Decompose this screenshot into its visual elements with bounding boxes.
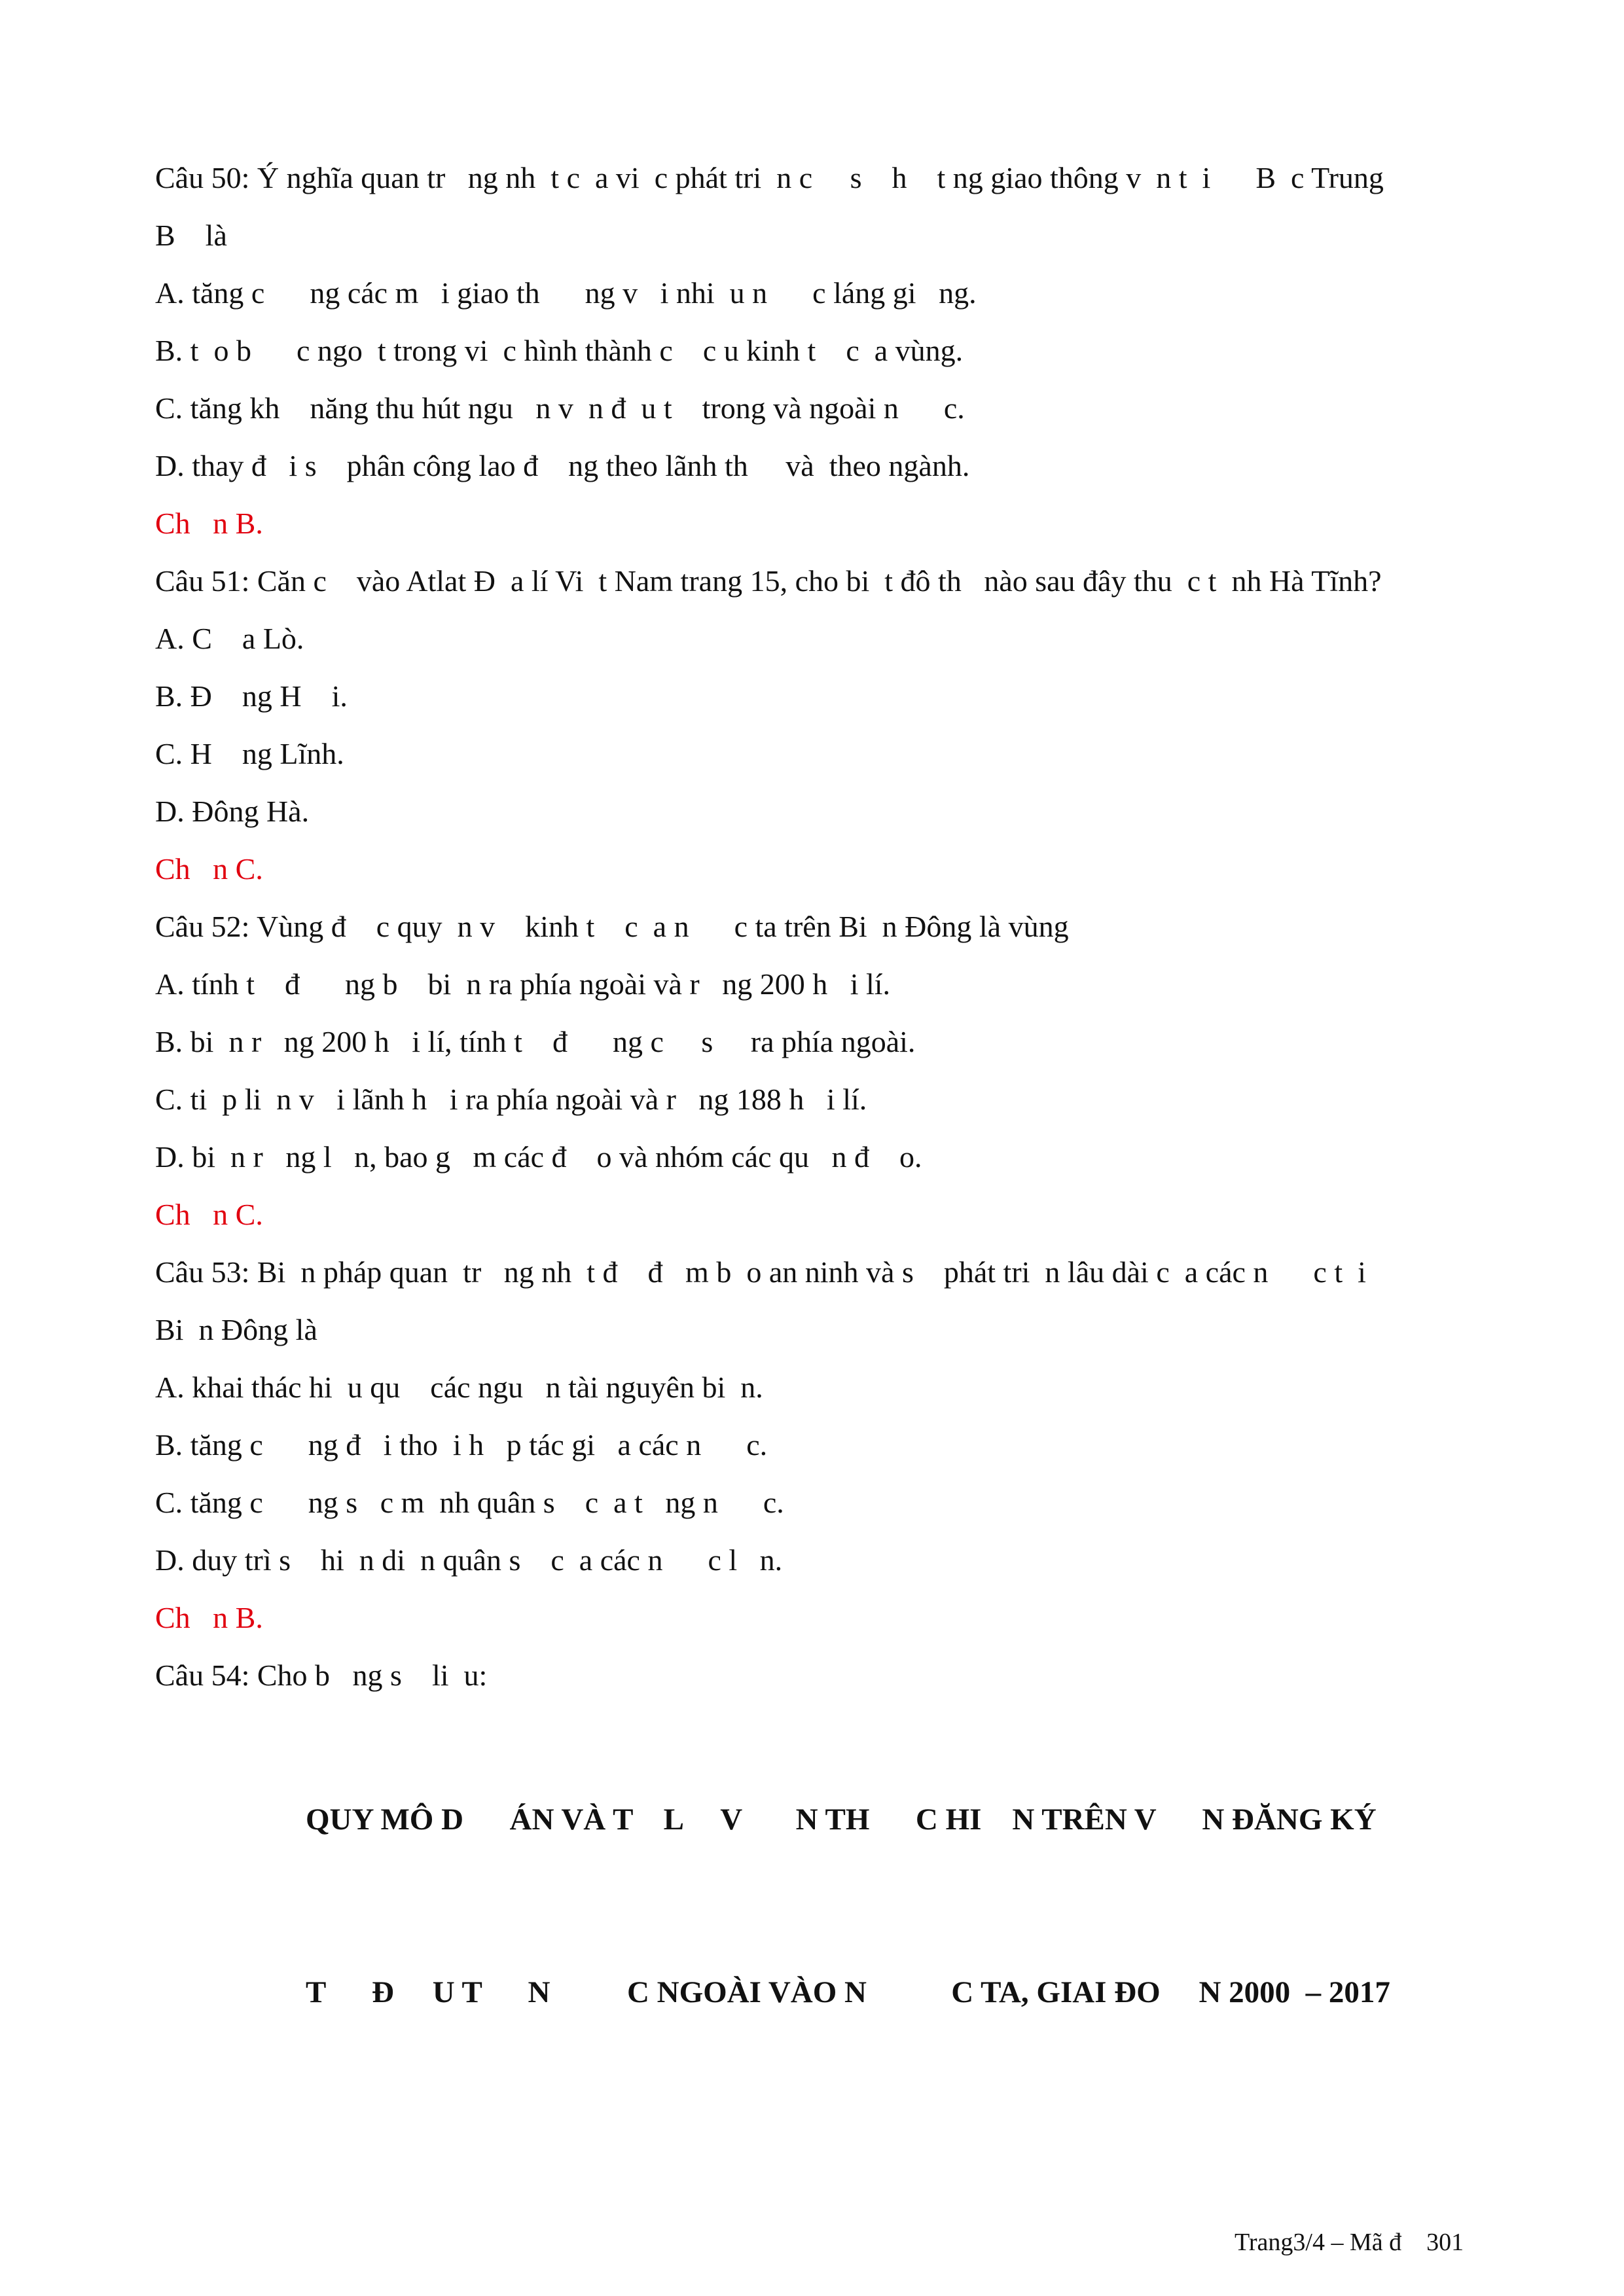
option-b: B. Đ ng H i. xyxy=(155,679,348,713)
option-a: A. tính t đ ng b bi n ra phía ngoài và r ng 200 h i lí. xyxy=(155,967,891,1001)
question-50 xyxy=(155,149,1484,552)
answer-key: Ch n C. xyxy=(155,1198,263,1231)
question-stem-line: Câu 54: Cho b ng s li u: xyxy=(155,1659,488,1692)
question-stem-line: Câu 50: Ý nghĩa quan tr ng nh t c a vi c phát tri n c s h t ng giao thông v n t i B c Trung xyxy=(155,161,1384,194)
option-a: A. C a Lò. xyxy=(155,622,304,655)
answer-key: Ch n B. xyxy=(155,507,263,540)
option-a: A. khai thác hi u qu các ngu n tài nguyên bi n. xyxy=(155,1371,763,1404)
question-51 xyxy=(155,552,1484,898)
option-d: D. thay đ i s phân công lao đ ng theo lãnh th và theo ngành. xyxy=(155,449,970,482)
option-b: B. bi n r ng 200 h i lí, tính t đ ng c s ra phía ngoài. xyxy=(155,1025,916,1058)
question-53 xyxy=(155,1244,1484,1647)
question-stem-line: Câu 52: Vùng đ c quy n v kinh t c a n c ta trên Bi n Đông là vùng xyxy=(155,910,1069,943)
table-title xyxy=(306,1676,1390,2136)
option-d: D. Đông Hà. xyxy=(155,795,310,828)
option-c: C. ti p li n v i lãnh h i ra phía ngoài và r ng 188 h i lí. xyxy=(155,1083,867,1116)
option-d: D. duy trì s hi n di n quân s c a các n c l n. xyxy=(155,1543,783,1577)
table-title-line: QUY MÔ D ÁN VÀ T L V N TH C HI N TRÊN V N ĐĂNG KÝ xyxy=(306,1803,1377,1837)
option-b: B. t o b c ngo t trong vi c hình thành c c u kinh t c a vùng. xyxy=(155,334,964,367)
question-stem-line: B là xyxy=(155,219,227,252)
question-52 xyxy=(155,898,1484,1244)
table-title-line: T Đ U T N C NGOÀI VÀO N C TA, GIAI ĐO N 2000 – 2017 xyxy=(306,1975,1390,2009)
option-c: C. tăng kh năng thu hút ngu n v n đ u t trong và ngoài n c. xyxy=(155,391,965,425)
questions-body xyxy=(155,149,1484,1704)
answer-key: Ch n B. xyxy=(155,1601,263,1634)
option-a: A. tăng c ng các m i giao th ng v i nhi u n c láng gi ng. xyxy=(155,276,977,310)
option-c: C. tăng c ng s c m nh quân s c a t ng n c. xyxy=(155,1486,784,1519)
option-b: B. tăng c ng đ i tho i h p tác gi a các n c. xyxy=(155,1428,768,1462)
question-stem-line: Câu 51: Căn c vào Atlat Đ a lí Vi t Nam trang 15, cho bi t đô th nào sau đây thu c t nh Hà Tĩnh? xyxy=(155,564,1382,598)
question-stem-line: Bi n Đông là xyxy=(155,1313,317,1346)
question-stem-line: Câu 53: Bi n pháp quan tr ng nh t đ đ m b o an ninh và s phát tri n lâu dài c a các n c t i xyxy=(155,1255,1366,1289)
page-footer: Trang3/4 – Mã đ 301 xyxy=(1235,2229,1464,2256)
option-d: D. bi n r ng l n, bao g m các đ o và nhóm các qu n đ o. xyxy=(155,1140,922,1174)
option-c: C. H ng Lĩnh. xyxy=(155,737,344,770)
answer-key: Ch n C. xyxy=(155,852,263,886)
